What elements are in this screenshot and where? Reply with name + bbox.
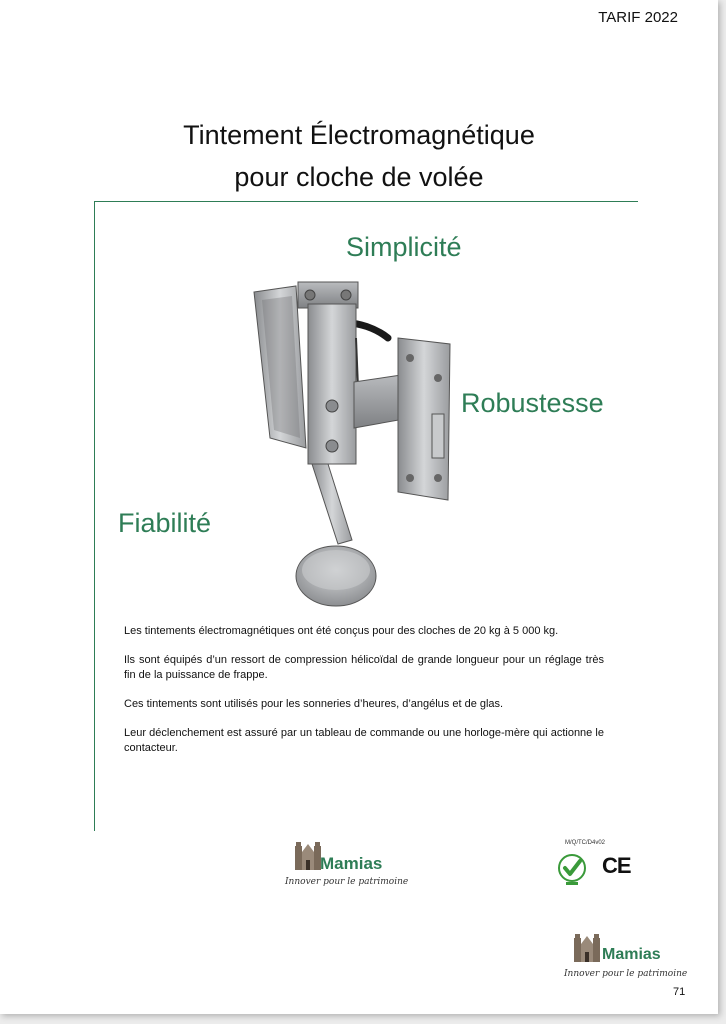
description-paragraph-4: Leur déclenchement est assuré par un tableau de commande ou une horloge-mère qui actionne le contacteur. xyxy=(124,727,604,754)
keyword-simplicity: Simplicité xyxy=(346,232,462,262)
description-paragraph-2: Ils sont équipés d’un ressort de compression hélicoïdal de grande longueur pour un réglage très fin de la puissance de frappe. xyxy=(124,654,604,681)
mamias-logo xyxy=(283,838,423,892)
logo-brand-name: Mamias xyxy=(602,946,661,963)
logo-tagline: Innover pour le patrimoine xyxy=(285,877,409,887)
page-number: 71 xyxy=(673,986,686,998)
description-paragraph-3: Ces tintements sont utilisés pour les sonneries d’heures, d’angélus et de glas. xyxy=(124,698,504,710)
mamias-logo-footer xyxy=(562,930,692,982)
frame-top-rule xyxy=(94,201,638,202)
ce-mark: CE xyxy=(602,853,631,878)
product-description xyxy=(124,624,604,770)
product-image xyxy=(248,278,458,608)
cathedral-icon xyxy=(572,930,602,964)
logo-brand-name: Mamias xyxy=(320,854,383,873)
logo-tagline: Innover pour le patrimoine xyxy=(564,969,688,979)
page-title xyxy=(0,114,718,198)
quality-check-icon xyxy=(557,853,587,887)
tarif-label: TARIF 2022 xyxy=(598,9,678,26)
title-line-1: Tintement Électromagnétique xyxy=(183,120,535,150)
keyword-reliability: Fiabilité xyxy=(118,508,212,538)
description-paragraph-1: Les tintements électromagnétiques ont été conçus pour des cloches de 20 kg à 5 000 kg. xyxy=(124,625,559,637)
cathedral-icon xyxy=(293,838,323,872)
certification-code: M/Q/TC/D4v02 xyxy=(565,840,606,846)
title-line-2: pour cloche de volée xyxy=(234,162,484,192)
keyword-robustness: Robustesse xyxy=(461,388,604,418)
frame-left-rule xyxy=(94,201,95,831)
